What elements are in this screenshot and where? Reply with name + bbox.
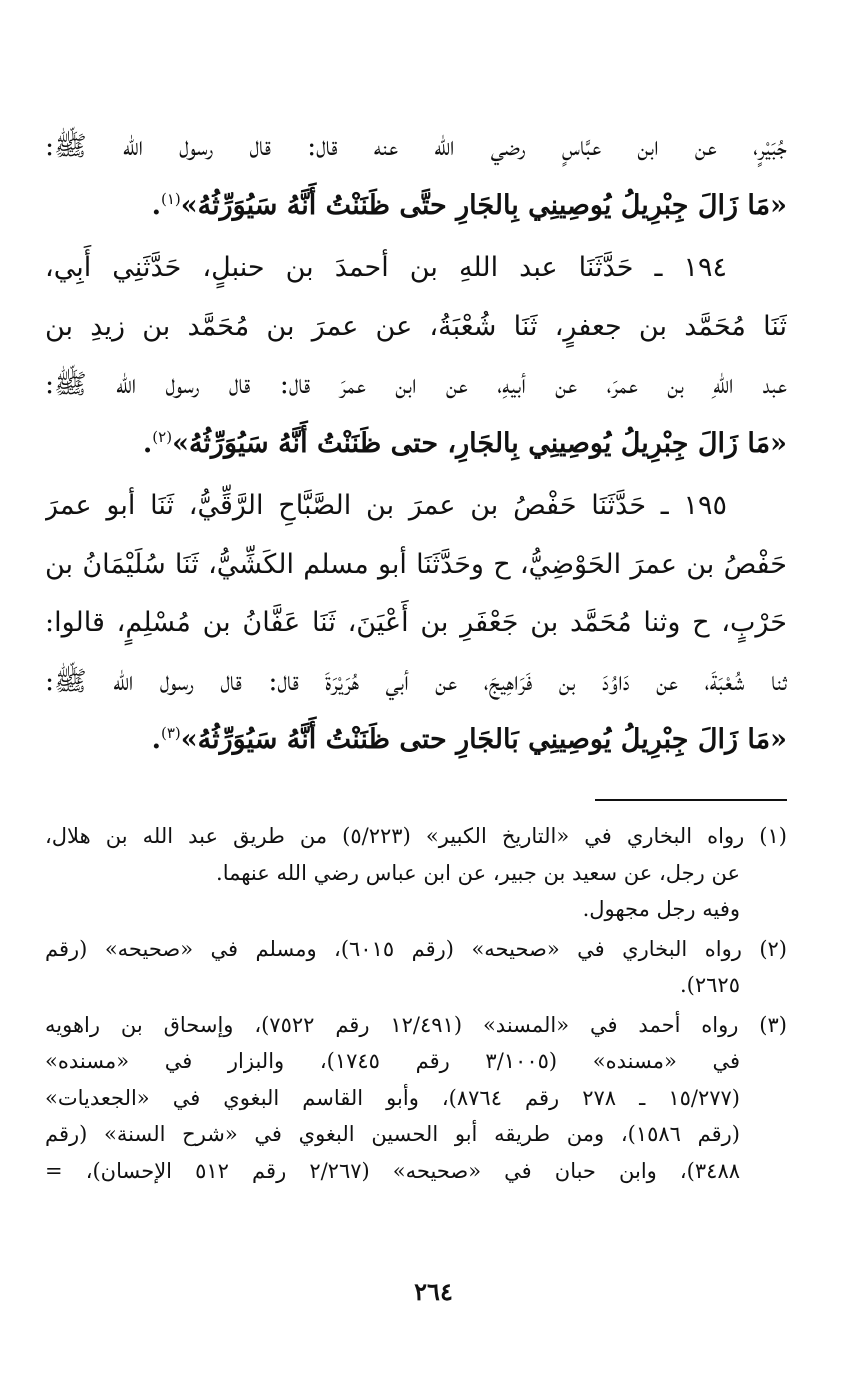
footnote-3-line-2: في «مسنده» (٣/١٠٠٥ رقم ١٧٤٥)، والبزار في «مسنده»: [45, 1049, 740, 1073]
text-line-5: عبد اللهِ بن عمرَ، عن أبيهِ، عن ابن عمرَ قال: قال رسول الله ﷺ:: [45, 369, 787, 400]
text-line-9: حَرْبٍ، ح وثنا مُحَمَّد بن جَعْفَرِ بن أَعْيَنَ، ثَنَا عَفَّانُ بن مُسْلِمٍ، قالوا:: [45, 607, 787, 638]
footnote-3-line-5: ٣٤٨٨)، وابن حبان في «صحيحه» (٢/٢٦٧ رقم ٥١٢ الإحسان)، =: [45, 1158, 741, 1183]
page-number: ٢٦٤: [414, 1277, 453, 1306]
text-line-3: ١٩٤ ـ حَدَّثَنَا عبد اللهِ بن أحمدَ بن حنبلٍ، حَدَّثَنِي أَبِي،: [45, 252, 727, 283]
hadith-line-1: «مَا زَالَ جِبْرِيلُ يُوصِينِي بِالجَارِ حتَّى ظَنَنْتُ أَنَّهُ سَيُوَرِّثُهُ»$^{(١)}$.: [151, 189, 787, 221]
footnote-2-line-1: (٢) رواه البخاري في «صحيحه» (رقم ٦٠١٥)، ومسلم في «صحيحه» (رقم: [45, 936, 787, 961]
text-line-7: ١٩٥ ـ حَدَّثَنَا حَفْصُ بن عمرَ بن الصَّبَّاحِ الرَّقِّيُّ، ثَنَا أبو عمرَ: [45, 490, 727, 521]
footnote-3-line-1: (٣) رواه أحمد في «المسند» (١٢/٤٩١ رقم ٧٥٢٢)، وإسحاق بن راهويه: [45, 1012, 787, 1037]
footnote-1-line-1: (١) رواه البخاري في «التاريخ الكبير» (٥/٢٢٣) من طريق عبد الله بن هلال،: [45, 824, 787, 848]
footnote-2-line-2: ٢٦٢٥).: [680, 973, 740, 997]
footnote-3-line-4: (رقم ١٥٨٦)، ومن طريقه أبو الحسين البغوي في «شرح السنة» (رقم: [45, 1122, 740, 1146]
footnote-1-line-3: وفيه رجل مجهول.: [582, 897, 740, 921]
footnote-ref-2[interactable]: (٢): [152, 427, 173, 446]
text-line-10: ثنا شُعْبَةَ، عن دَاوُدَ بن فَرَاهِيجَ، عن أبي هُرَيْرَةَ قال: قال رسول الله ﷺ:: [45, 665, 787, 697]
footnote-ref-1[interactable]: (١): [160, 189, 181, 208]
text-line-8: حَفْصُ بن عمرَ الحَوْضِيُّ، ح وحَدَّثَنَا أبو مسلم الكَشِّيُّ، ثَنَا سُلَيْمَانُ بن: [45, 548, 787, 580]
hadith-line-3: «مَا زَالَ جِبْرِيلُ يُوصِينِي بَالجَارِ حتى ظَنَنْتُ أَنَّهُ سَيُوَرِّثُهُ»$^{(٣)}$.: [151, 724, 787, 755]
footnote-separator: [595, 799, 787, 801]
footnote-3-line-3: (١٥/٢٧٧ ـ ٢٧٨ رقم ٨٧٦٤)، وأبو القاسم البغوي في «الجعديات»: [45, 1085, 740, 1110]
footnote-1-line-2: عن رجل، عن سعيد بن جبير، عن ابن عباس رضي الله عنهما.: [216, 860, 740, 885]
text-line-1: جُبَيْرٍ، عن ابن عبَّاسٍ رضي الله عنه قال: قال رسول الله ﷺ:: [45, 131, 787, 162]
footnote-ref-3[interactable]: (٣): [160, 724, 181, 742]
main-text: [45, 118, 787, 770]
hadith-line-2: «مَا زَالَ جِبْرِيلُ يُوصِينِي بِالجَارِ، حتى ظَنَنْتُ أَنَّهُ سَيُوَرِّثُهُ»$^{(٢)}$.: [142, 427, 787, 459]
text-line-4: ثَنَا مُحَمَّد بن جعفرٍ، ثَنَا شُعْبَةُ، عن عمرَ بن مُحَمَّد بن زيدِ بن: [45, 310, 787, 342]
footnotes: [45, 818, 787, 1189]
